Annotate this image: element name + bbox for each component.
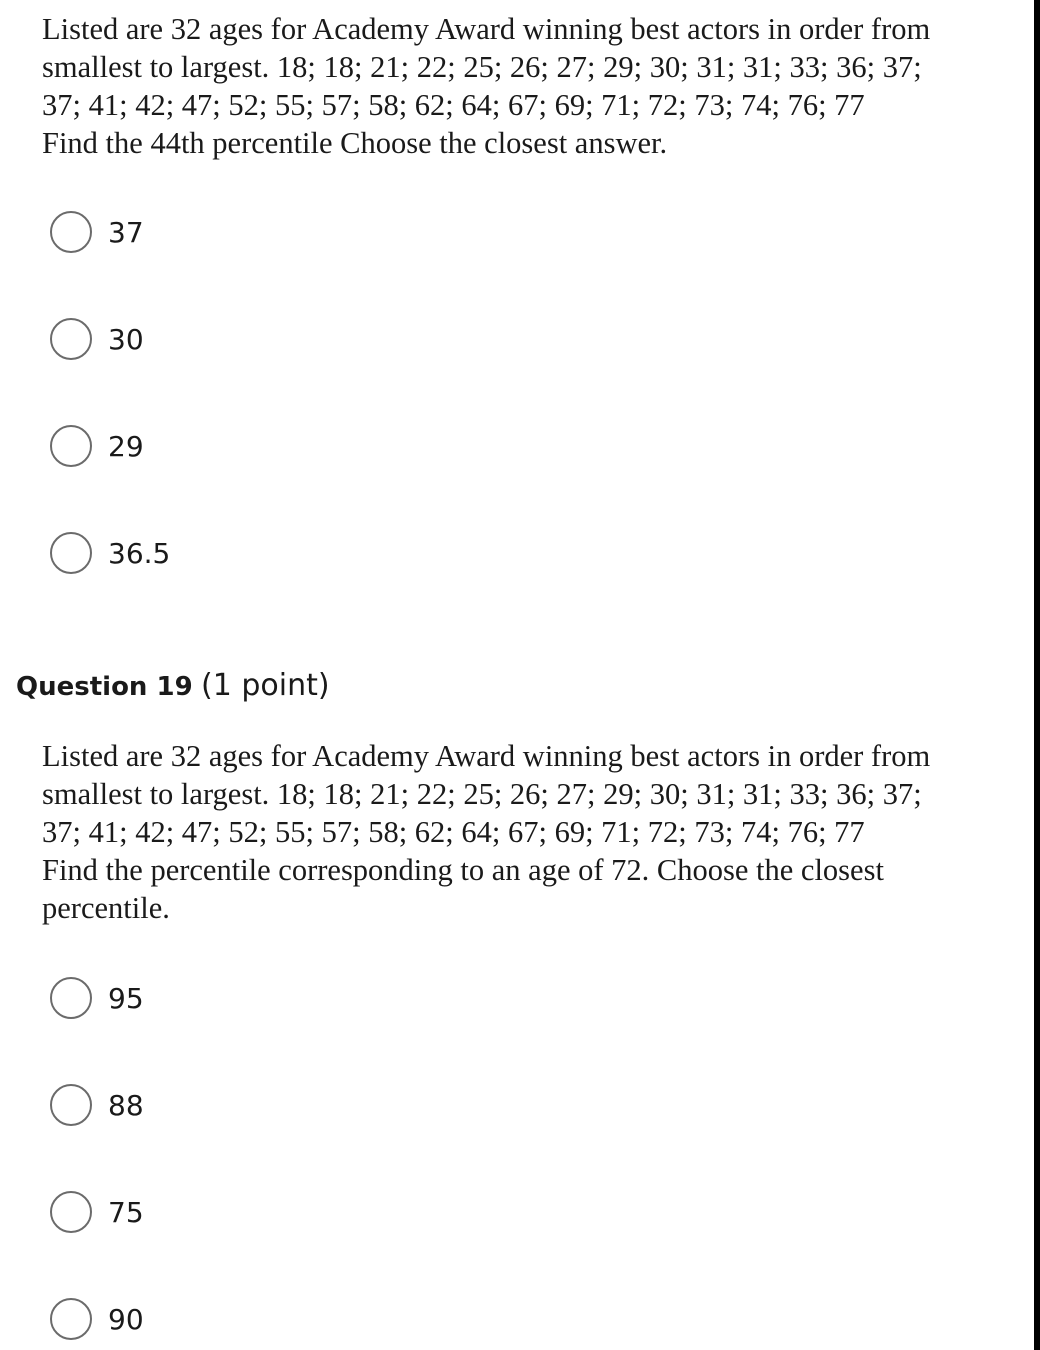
q18-option-3[interactable] (50, 423, 144, 469)
q18-prompt-line: Find the 44th percentile Choose the closest answer. (42, 126, 668, 160)
q19-points: (1 point) (201, 668, 330, 703)
radio-button-icon[interactable] (50, 532, 92, 574)
q19-option-3-label: 75 (108, 1195, 144, 1229)
q18-option-2-label: 30 (108, 322, 144, 356)
q18-option-1[interactable] (50, 209, 144, 255)
q19-prompt-line: smallest to largest. 18; 18; 21; 22; 25; 26; 27; 29; 30; 31; 31; 33; 36; 37; (42, 777, 922, 811)
q19-prompt-line: percentile. (42, 891, 170, 925)
radio-button-icon[interactable] (50, 318, 92, 360)
q18-prompt-line: Listed are 32 ages for Academy Award winning best actors in order from (42, 12, 931, 46)
radio-button-icon[interactable] (50, 1298, 92, 1340)
q18-prompt-line: smallest to largest. 18; 18; 21; 22; 25; 26; 27; 29; 30; 31; 31; 33; 36; 37; (42, 50, 922, 84)
radio-button-icon[interactable] (50, 1191, 92, 1233)
q18-option-3-label: 29 (108, 429, 144, 463)
q19-option-2-label: 88 (108, 1088, 144, 1122)
window-edge (1034, 0, 1040, 1350)
radio-button-icon[interactable] (50, 1084, 92, 1126)
q19-label: Question 19 (16, 672, 193, 702)
q19-option-1[interactable] (50, 975, 144, 1021)
radio-button-icon[interactable] (50, 211, 92, 253)
q18-prompt-line: 37; 41; 42; 47; 52; 55; 57; 58; 62; 64; 67; 69; 71; 72; 73; 74; 76; 77 (42, 88, 865, 122)
radio-button-icon[interactable] (50, 977, 92, 1019)
q19-prompt-line: Listed are 32 ages for Academy Award winning best actors in order from (42, 739, 931, 773)
q19-prompt-line: Find the percentile corresponding to an age of 72. Choose the closest (42, 853, 884, 887)
q19-option-4-label: 90 (108, 1302, 144, 1336)
q19-prompt (42, 737, 1017, 927)
q19-prompt-line: 37; 41; 42; 47; 52; 55; 57; 58; 62; 64; 67; 69; 71; 72; 73; 74; 76; 77 (42, 815, 865, 849)
radio-button-icon[interactable] (50, 425, 92, 467)
q19-option-1-label: 95 (108, 981, 144, 1015)
q18-option-4[interactable] (50, 530, 170, 576)
q18-option-2[interactable] (50, 316, 144, 362)
q19-option-3[interactable] (50, 1189, 144, 1235)
q18-option-4-label: 36.5 (108, 536, 171, 570)
q18-option-1-label: 37 (108, 215, 144, 249)
q19-option-4[interactable] (50, 1296, 144, 1342)
q18-prompt (42, 10, 1017, 162)
q19-option-2[interactable] (50, 1082, 144, 1128)
q19-heading (16, 668, 330, 703)
